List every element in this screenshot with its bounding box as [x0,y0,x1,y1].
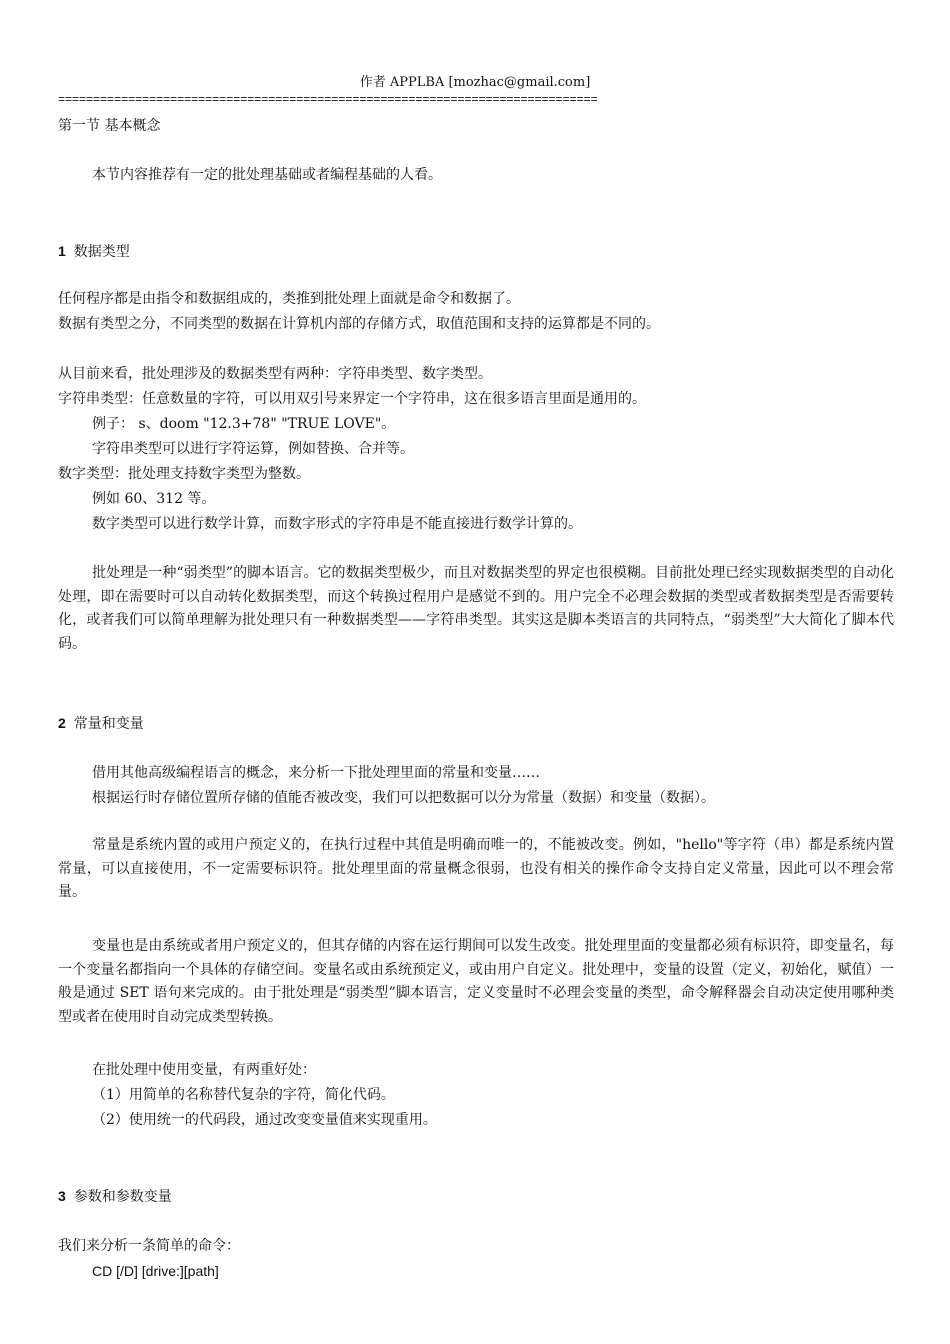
s1-paragraph-4: 字符串类型：任意数量的字符，可以用双引号来界定一个字符串，这在很多语言里面是通用的。 [58,391,646,407]
s1-paragraph-7: 数字类型：批处理支持数字类型为整数。 [58,466,310,482]
s1-paragraph-2: 数据有类型之分，不同类型的数据在计算机内部的存储方式，取值范围和支持的运算都是不同的。 [58,316,660,332]
heading-3-number: 3 [58,1188,66,1204]
s1-paragraph-3: 从目前来看，批处理涉及的数据类型有两种：字符串类型、数字类型。 [58,366,492,382]
heading-1 [58,241,130,262]
s2-paragraph-1: 借用其他高级编程语言的概念，来分析一下批处理里面的常量和变量…… [92,765,540,781]
s2-list-item-1: （1）用简单的名称替代复杂的字符，简化代码。 [92,1087,395,1103]
s1-paragraph-6: 字符串类型可以进行字符运算，例如替换、合并等。 [92,441,414,457]
s2-paragraph-3 [58,834,894,905]
s2-paragraph-2: 根据运行时存储位置所存储的值能否被改变，我们可以把数据可以分为常量（数据）和变量（数据）。 [92,790,715,806]
heading-1-title: 数据类型 [73,244,130,260]
heading-3 [58,1186,172,1207]
separator-rule: ============================================================================= [58,92,598,106]
s1-paragraph-9: 数字类型可以进行数学计算，而数字形式的字符串是不能直接进行数学计算的。 [92,516,582,532]
s3-command-syntax: CD [/D] [drive:][path] [92,1263,219,1279]
intro-text: 本节内容推荐有一定的批处理基础或者编程基础的人看。 [92,167,442,183]
s3-paragraph-1: 我们来分析一条简单的命令： [58,1238,240,1254]
s2-list-item-2: （2）使用统一的代码段，通过改变变量值来实现重用。 [92,1112,437,1128]
s2-paragraph-4-text: 变量也是由系统或者用户预定义的，但其存储的内容在运行期间可以发生改变。批处理里面的变量都必须有标识符，即变量名，每一个变量名都指向一个具体的存储空间。变量名或由系统预定义，或由用户自定义。批处理中，变量的设置（定义，初始化，赋值）一般是通过 SET 语句来完成的。由于批处理是“弱类型”脚本语言，定义变量时不必理会变量的类型，命令解释器会自动决定使用哪种类型或者在使用时自动完成类型转换。 [58,938,894,1025]
heading-1-number: 1 [58,243,66,259]
s2-paragraph-3-text: 常量是系统内置的或用户预定义的，在执行过程中其值是明确而唯一的，不能被改变。例如，"hello"等字符（串）都是系统内置常量，可以直接使用，不一定需要标识符。批处理里面的常量概念很弱，也没有相关的操作命令支持自定义常量，因此可以不理会常量。 [58,837,894,900]
s1-paragraph-10-text: 批处理是一种“弱类型”的脚本语言。它的数据类型极少，而且对数据类型的界定也很模糊。目前批处理已经实现数据类型的自动化处理，即在需要时可以自动转化数据类型，而这个转换过程用户是感觉不到的。用户完全不必理会数据的类型或者数据类型是否需要转化，或者我们可以简单理解为批处理只有一种数据类型——字符串类型。其实这是脚本类语言的共同特点，“弱类型”大大简化了脚本代码。 [58,565,894,652]
heading-2-title: 常量和变量 [73,716,144,732]
s1-paragraph-10 [58,562,894,656]
heading-3-title: 参数和参数变量 [73,1189,172,1205]
s1-paragraph-8: 例如 60、312 等。 [92,491,216,507]
section-title: 第一节 基本概念 [58,118,161,134]
heading-2-number: 2 [58,715,66,731]
author-line: 作者 APPLBA [mozhac@gmail.com] [359,75,591,90]
s2-paragraph-5: 在批处理中使用变量，有两重好处： [92,1062,316,1078]
s1-paragraph-1: 任何程序都是由指令和数据组成的，类推到批处理上面就是命令和数据了。 [58,291,520,307]
s1-example: 例子： s、doom "12.3+78" "TRUE LOVE"。 [92,416,396,432]
heading-2 [58,713,144,734]
s2-paragraph-4 [58,935,894,1029]
